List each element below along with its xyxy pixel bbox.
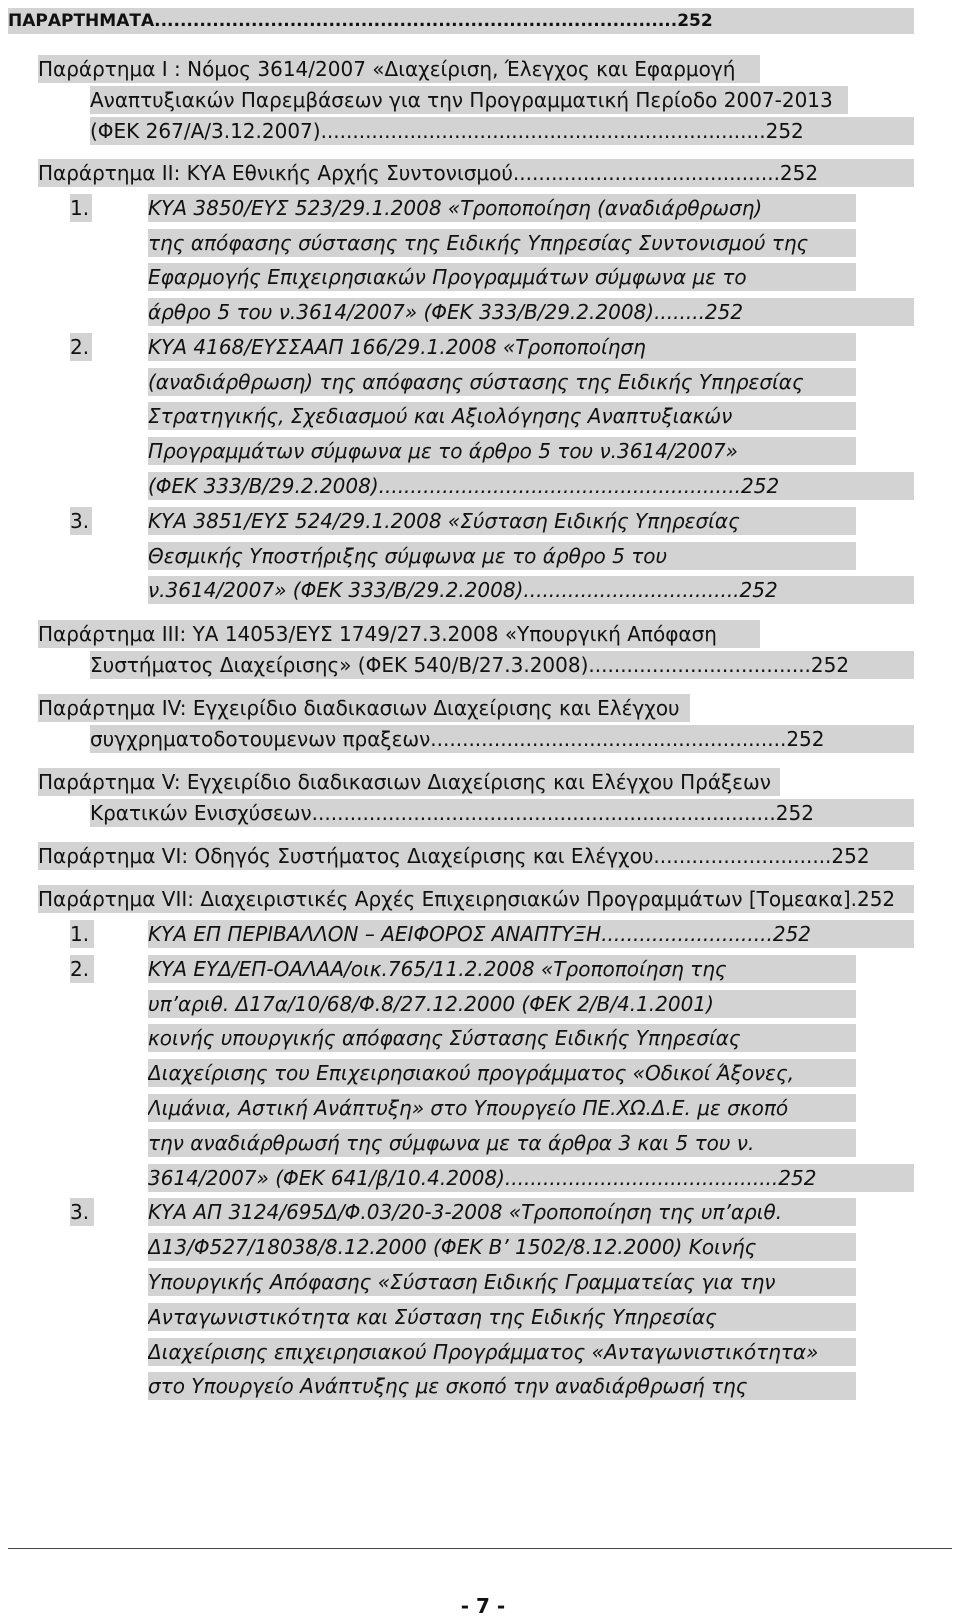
toc-entry-appendix-2[interactable]: Παράρτημα ΙΙ: ΚΥΑ Εθνικής Αρχής Συντονισμού..........................................252	[38, 159, 914, 187]
toc-subentry-2-3-line-1[interactable]: ΚΥΑ 3851/ΕΥΣ 524/29.1.2008 «Σύσταση Ειδικής Υπηρεσίας	[148, 507, 856, 535]
toc-subentry-7-3-line-6[interactable]: στο Υπουργείο Ανάπτυξης με σκοπό την αναδιάρθρωσή της	[148, 1372, 856, 1400]
toc-subentry-7-3-line-5[interactable]: Διαχείρισης επιχειρησιακού Προγράμματος «Ανταγωνιστικότητα»	[148, 1338, 856, 1366]
toc-subentry-7-2-line-3[interactable]: κοινής υπουργικής απόφασης Σύστασης Ειδικής Υπηρεσίας	[148, 1024, 856, 1052]
toc-subentry-7-3-line-1[interactable]: ΚΥΑ ΑΠ 3124/695Δ/Φ.03/20-3-2008 «Τροποποίηση της υπ’αριθ.	[148, 1198, 856, 1226]
toc-subentry-7-3-line-2[interactable]: Δ13/Φ527/18038/8.12.2000 (ΦΕΚ Β’ 1502/8.12.2000) Κοινής	[148, 1233, 856, 1261]
toc-subentry-2-3-line-3[interactable]: ν.3614/2007» (ΦΕΚ 333/Β/29.2.2008)..................................252	[148, 576, 914, 604]
subentry-number: 1.	[70, 920, 94, 948]
toc-entry-appendix-1-line-2[interactable]: Αναπτυξιακών Παρεμβάσεων για την Προγραμματική Περίοδο 2007-2013	[90, 86, 848, 114]
subentry-number: 3.	[70, 507, 92, 535]
toc-subentry-7-2-line-6[interactable]: την αναδιάρθρωσή της σύμφωνα με τα άρθρα 3 και 5 του ν.	[148, 1129, 856, 1157]
toc-entry-appendix-4-line-2[interactable]: συγχρηματοδοτουμενων πραξεων........................................................252	[90, 725, 914, 753]
toc-entry-appendix-1-line-3[interactable]: (ΦΕΚ 267/Α/3.12.2007)......................................................................252	[90, 117, 914, 145]
subentry-number: 3.	[70, 1198, 94, 1226]
toc-subentry-2-1-line-1[interactable]: ΚΥΑ 3850/ΕΥΣ 523/29.1.2008 «Τροποποίηση (αναδιάρθρωση)	[148, 194, 856, 222]
toc-entry-appendix-3-line-1[interactable]: Παράρτημα ΙΙΙ: ΥΑ 14053/ΕΥΣ 1749/27.3.2008 «Υπουργική Απόφαση	[38, 620, 760, 648]
toc-subentry-7-2-line-1[interactable]: ΚΥΑ ΕΥΔ/ΕΠ-ΟΑΛΑΑ/οικ.765/11.2.2008 «Τροποποίηση της	[148, 955, 856, 983]
toc-subentry-2-3-line-2[interactable]: Θεσμικής Υποστήριξης σύμφωνα με το άρθρο 5 του	[148, 542, 856, 570]
toc-entry-appendix-6[interactable]: Παράρτημα VI: Οδηγός Συστήματος Διαχείρισης και Ελέγχου............................252	[38, 842, 914, 870]
toc-entry-appendix-7[interactable]: Παράρτημα VII: Διαχειριστικές Αρχές Επιχειρησιακών Προγραμμάτων [Τομεακα].252	[38, 885, 914, 913]
toc-subentry-7-2-line-4[interactable]: Διαχείρισης του Επιχειρησιακού προγράμματος «Οδικοί Άξονες,	[148, 1059, 856, 1087]
toc-header-line[interactable]: ΠΑΡΑΡΤΗΜΑΤΑ.................................................................................252	[8, 8, 914, 34]
toc-subentry-7-2-line-2[interactable]: υπ’αριθ. Δ17α/10/68/Φ.8/27.12.2000 (ΦΕΚ 2/Β/4.1.2001)	[148, 990, 856, 1018]
toc-entry-appendix-4-line-1[interactable]: Παράρτημα ΙV: Εγχειρίδιο διαδικασιων Διαχείρισης και Ελέγχου	[38, 694, 690, 722]
toc-subentry-2-1-line-3[interactable]: Εφαρμογής Επιχειρησιακών Προγραμμάτων σύμφωνα με το	[148, 263, 856, 291]
toc-entry-appendix-5-line-2[interactable]: Κρατικών Ενισχύσεων.........................................................................252	[90, 799, 914, 827]
toc-subentry-7-3-line-4[interactable]: Ανταγωνιστικότητα και Σύσταση της Ειδικής Υπηρεσίας	[148, 1303, 856, 1331]
toc-subentry-7-3-line-3[interactable]: Υπουργικής Απόφασης «Σύσταση Ειδικής Γραμματείας για την	[148, 1268, 856, 1296]
toc-subentry-2-2-line-3[interactable]: Στρατηγικής, Σχεδιασμού και Αξιολόγησης Αναπτυξιακών	[148, 402, 856, 430]
toc-entry-appendix-5-line-1[interactable]: Παράρτημα V: Εγχειρίδιο διαδικασιων Διαχείρισης και Ελέγχου Πράξεων	[38, 768, 780, 796]
toc-subentry-2-2-line-2[interactable]: (αναδιάρθρωση) της απόφασης σύστασης της Ειδικής Υπηρεσίας	[148, 368, 856, 396]
toc-subentry-7-2-line-5[interactable]: Λιμάνια, Αστική Ανάπτυξη» στο Υπουργείο ΠΕ.ΧΩ.Δ.Ε. με σκοπό	[148, 1094, 856, 1122]
page-number: - 7 -	[460, 1594, 506, 1618]
subentry-number: 2.	[70, 955, 94, 983]
toc-subentry-2-1-line-2[interactable]: της απόφασης σύστασης της Ειδικής Υπηρεσίας Συντονισμού της	[148, 229, 856, 257]
toc-subentry-7-1[interactable]: ΚΥΑ ΕΠ ΠΕΡΙΒΑΛΛΟΝ – ΑΕΙΦΟΡΟΣ ΑΝΑΠΤΥΞΗ...........................252	[148, 920, 914, 948]
toc-subentry-2-2-line-4[interactable]: Προγραμμάτων σύμφωνα με το άρθρο 5 του ν.3614/2007»	[148, 437, 856, 465]
toc-subentry-7-2-line-7[interactable]: 3614/2007» (ΦΕΚ 641/β/10.4.2008)...........................................252	[148, 1164, 914, 1192]
toc-entry-appendix-3-line-2[interactable]: Συστήματος Διαχείρισης» (ΦΕΚ 540/Β/27.3.2008)...................................252	[90, 651, 914, 679]
subentry-number: 1.	[70, 194, 92, 222]
toc-subentry-2-1-line-4[interactable]: άρθρο 5 του ν.3614/2007» (ΦΕΚ 333/Β/29.2.2008)........252	[148, 298, 914, 326]
toc-subentry-2-2-line-5[interactable]: (ΦΕΚ 333/Β/29.2.2008).........................................................252	[148, 472, 914, 500]
toc-entry-appendix-1-line-1[interactable]: Παράρτημα Ι : Νόμος 3614/2007 «Διαχείριση, Έλεγχος και Εφαρμογή	[38, 55, 760, 83]
footer-rule	[8, 1548, 952, 1549]
subentry-number: 2.	[70, 333, 92, 361]
toc-subentry-2-2-line-1[interactable]: ΚΥΑ 4168/ΕΥΣΣΑΑΠ 166/29.1.2008 «Τροποποίηση	[148, 333, 856, 361]
